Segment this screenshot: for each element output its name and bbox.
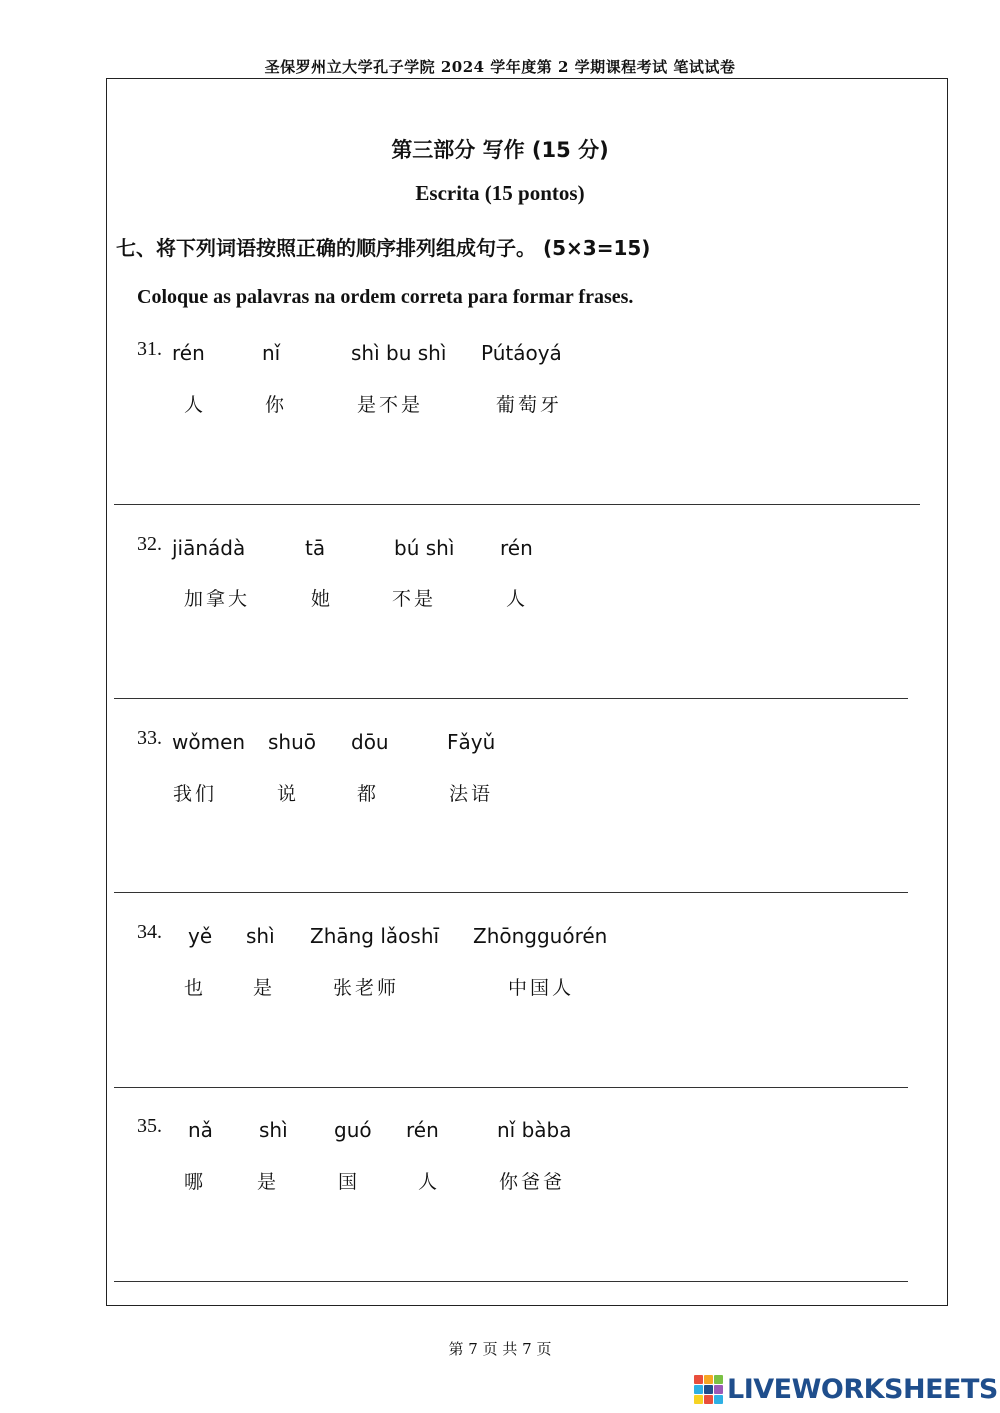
hanzi-word: 也 (184, 977, 204, 999)
logo-tile (704, 1385, 713, 1394)
answer-line[interactable] (114, 1087, 908, 1088)
logo-tile (704, 1395, 713, 1404)
pinyin-word: jiānádà (172, 536, 246, 560)
liveworksheets-logo[interactable] (694, 1374, 998, 1404)
pinyin-word: rén (406, 1118, 439, 1142)
pinyin-word: nǎ (188, 1118, 213, 1142)
hanzi-word: 国 (338, 1171, 358, 1193)
page-footer: 第 7 页 共 7 页 (448, 1340, 552, 1358)
pinyin-word: Zhōngguórén (473, 924, 608, 948)
hanzi-word: 是 (257, 1171, 277, 1193)
answer-line[interactable] (114, 698, 908, 699)
pinyin-word: rén (172, 341, 205, 365)
pinyin-word: bú shì (394, 536, 455, 560)
pinyin-word: shì (246, 924, 275, 948)
pinyin-word: Fǎyǔ (447, 730, 496, 754)
pinyin-word: wǒmen (172, 730, 246, 754)
logo-tile (694, 1395, 703, 1404)
instruction-chinese: 七、将下列词语按照正确的顺序排列组成句子。 (5×3=15) (116, 236, 651, 260)
answer-line[interactable] (114, 1281, 908, 1282)
question-number: 33. (137, 727, 162, 749)
question-number: 34. (137, 921, 162, 943)
section-title-chinese: 第三部分 写作 (15 分) (391, 138, 609, 162)
question-number: 32. (137, 533, 162, 555)
pinyin-word: Zhāng lǎoshī (310, 924, 440, 948)
pinyin-word: shì (259, 1118, 288, 1142)
section-title-portuguese: Escrita (15 pontos) (415, 181, 585, 205)
pinyin-word: nǐ bàba (497, 1118, 572, 1142)
pinyin-word: nǐ (262, 341, 281, 365)
hanzi-word: 法语 (449, 783, 494, 805)
hanzi-word: 我们 (173, 783, 218, 805)
logo-tile (694, 1385, 703, 1394)
hanzi-word: 中国人 (508, 977, 575, 999)
logo-tile (714, 1395, 723, 1404)
logo-tile (714, 1385, 723, 1394)
hanzi-word: 说 (277, 783, 297, 805)
hanzi-word: 人 (506, 588, 526, 610)
exam-header: 圣保罗州立大学孔子学院 2024 学年度第 2 学期课程考试 笔试试卷 (264, 58, 736, 76)
hanzi-word: 她 (311, 588, 331, 610)
hanzi-word: 是不是 (357, 394, 424, 416)
pinyin-word: guó (334, 1118, 372, 1142)
hanzi-word: 人 (418, 1171, 438, 1193)
question-number: 35. (137, 1115, 162, 1137)
logo-text: LIVEWORKSHEETS (727, 1373, 998, 1405)
hanzi-word: 你爸爸 (499, 1171, 566, 1193)
logo-tile (704, 1375, 713, 1384)
logo-tile (694, 1375, 703, 1384)
pinyin-word: shuō (268, 730, 317, 754)
hanzi-word: 张老师 (333, 977, 400, 999)
pinyin-word: tā (305, 536, 326, 560)
hanzi-word: 哪 (184, 1171, 204, 1193)
pinyin-word: shì bu shì (351, 341, 447, 365)
hanzi-word: 人 (184, 394, 204, 416)
hanzi-word: 不是 (392, 588, 437, 610)
logo-grid-icon (694, 1375, 723, 1404)
hanzi-word: 都 (357, 783, 377, 805)
logo-tile (714, 1375, 723, 1384)
hanzi-word: 葡萄牙 (496, 394, 563, 416)
hanzi-word: 加拿大 (184, 588, 251, 610)
pinyin-word: yě (188, 924, 213, 948)
hanzi-word: 是 (253, 977, 273, 999)
instruction-portuguese: Coloque as palavras na ordem correta para formar frases. (137, 286, 634, 308)
answer-line[interactable] (114, 504, 920, 505)
pinyin-word: rén (500, 536, 533, 560)
answer-line[interactable] (114, 892, 908, 893)
pinyin-word: dōu (351, 730, 389, 754)
question-number: 31. (137, 338, 162, 360)
pinyin-word: Pútáoyá (481, 341, 562, 365)
hanzi-word: 你 (265, 394, 285, 416)
